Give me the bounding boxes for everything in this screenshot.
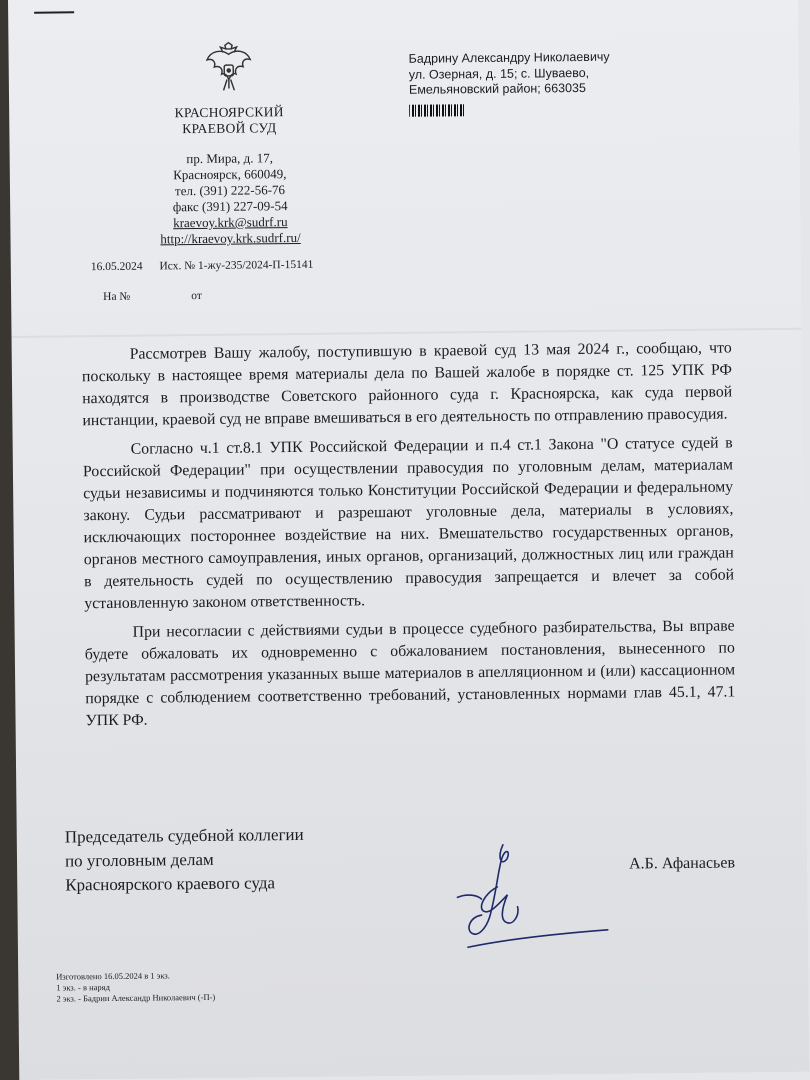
court-phone: тел. (391) 222-56-76 xyxy=(174,182,286,199)
outgoing-number: Исх. № 1-жу-235/2024-П-15141 xyxy=(159,258,314,273)
body-paragraph-3: При несогласии с действиями судьи в процессе судебного разбирательства, Вы вправе будете обжаловать их одновременно с обжалованием постановления, вынесенного по результатам рассмотрения указанных выше материалов в апелляционном и (или) кассационном порядке с соблюдением соответственно требований, установленных нормами глав 45.1, 47.1 УПК РФ. xyxy=(84,617,736,730)
incoming-date-label: от xyxy=(191,289,202,303)
signatory-title xyxy=(65,823,305,897)
court-header xyxy=(68,40,390,248)
letter-body xyxy=(82,337,736,739)
court-name-line1: КРАСНОЯРСКИЙ xyxy=(174,104,284,121)
outgoing-date: 16.05.2024 xyxy=(90,260,143,274)
recipient-name: Бадрину Александру Николаевичу xyxy=(408,49,610,66)
document-footer xyxy=(56,970,215,1005)
footer-copy-1: 1 экз. - в наряд xyxy=(56,981,110,993)
signatory-title-line3: Красноярского краевого суда xyxy=(65,873,276,895)
letter-sheet xyxy=(8,0,809,1080)
corner-mark xyxy=(34,11,74,13)
footer-production-note: Изготовлено 16.05.2024 в 1 экз. xyxy=(56,970,170,982)
court-email-link[interactable]: kraevoy.krk@sudrf.ru xyxy=(173,214,288,231)
double-headed-eagle-icon xyxy=(201,41,256,96)
court-address-city: Красноярск, 660049, xyxy=(173,166,287,183)
incoming-number-label: На № xyxy=(103,290,131,304)
recipient-block xyxy=(409,48,740,116)
paper-fold xyxy=(12,328,802,338)
signatory-title-line1: Председатель судебной коллегии xyxy=(64,824,304,847)
recipient-street: ул. Озерная, д. 15; с. Шуваево, xyxy=(408,65,590,82)
court-website-link[interactable]: http://kraevoy.krk.sudrf.ru/ xyxy=(160,229,301,247)
recipient-district: Емельяновский район; 663035 xyxy=(408,80,586,97)
barcode xyxy=(409,104,465,117)
outgoing-reference xyxy=(91,259,328,273)
court-fax: факс (391) 227-09-54 xyxy=(172,198,288,215)
footer-copy-2: 2 экз. - Бадрин Александр Николаевич (-П-) xyxy=(56,991,216,1004)
body-paragraph-1: Рассмотрев Вашу жалобу, поступившую в краевой суд 13 мая 2024 г., сообщаю, что поскольку в настоящее время материалы дела по Вашей жалобе в порядке ст. 125 УПК РФ находятся в производстве Советского районного суда г. Красноярска, как суда первой инстанции, краевой суд не вправе вмешиваться в его деятельность по отправлению правосудия. xyxy=(81,339,733,430)
signatory-name: А.Б. Афанасьев xyxy=(628,854,736,873)
incoming-reference xyxy=(103,290,202,303)
handwritten-signature xyxy=(437,836,618,958)
court-address-street: пр. Мира, д. 17, xyxy=(186,150,274,167)
court-name-line2: КРАЕВОЙ СУД xyxy=(182,120,277,137)
signatory-title-line2: по уголовным делам xyxy=(64,849,214,871)
body-paragraph-2: Согласно ч.1 ст.8.1 УПК Российской Федерации и п.4 ст.1 Закона "О статусе судей в Российской Федерации" при осуществлении правосудия по уголовным делам, материалам судьи независимы и подчиняются только Конституции Российской Федерации и федеральному закону. Судьи рассматривают и разрешают уголовные дела, материалы в условиях, исключающих постороннее воздействие на них. Вмешательство государственных органов, органов местного самоуправления, иных органов, организаций, должностных лиц или граждан в деятельность судей по осуществлению правосудия запрещается и влечет за собой установленную законом ответственность. xyxy=(82,434,735,613)
